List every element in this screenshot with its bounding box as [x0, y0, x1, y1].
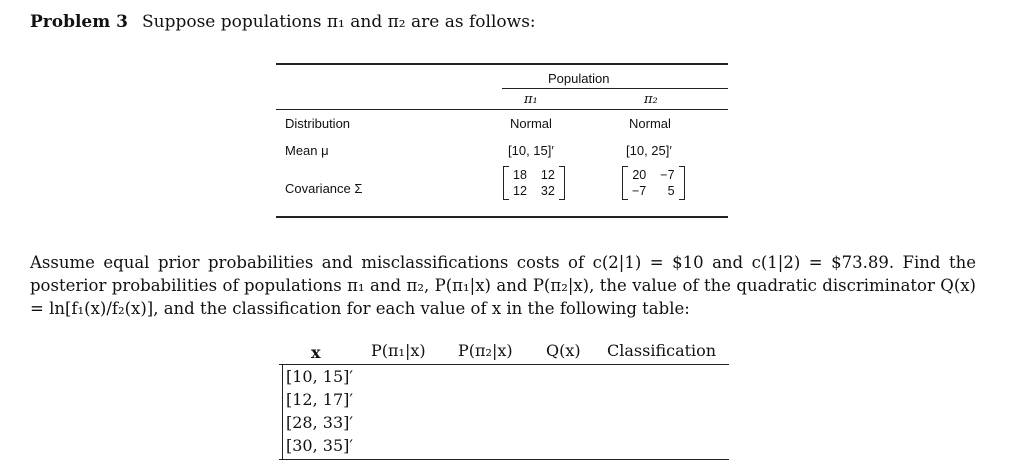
population-group-header: Population [548, 71, 610, 86]
column-header-pi1: π₁ [524, 92, 538, 107]
matrix-right-bracket [679, 166, 685, 200]
row-divider-vertical [282, 364, 283, 460]
row-label-distribution: Distribution [285, 116, 351, 131]
matrix-cell: 5 [667, 184, 675, 198]
matrix-cell: 12 [513, 184, 527, 198]
matrix-cell: −7 [632, 184, 647, 198]
distribution-pi2: Normal [629, 116, 671, 131]
header-classification: Classification [607, 341, 717, 360]
matrix-right-bracket [559, 166, 565, 200]
table-row: [12, 17]′ [286, 390, 354, 409]
table-top-rule [276, 63, 728, 65]
header-x: x [311, 343, 321, 362]
table-bottom-rule [276, 216, 728, 218]
table-row: [28, 33]′ [286, 413, 354, 432]
problem-paragraph: Assume equal prior probabilities and misclassifications costs of c(2|1) = $10 and c(1|2) = $73.89. Find the posterior probabilities of populations π₁ and π₂, P(π₁|x) and P(π₂|x), the value of the quadratic discriminator Q(x) = ln[f₁(x)/f₂(x)], and the classification for each value of x in the following table: [30, 253, 976, 318]
population-group-rule [502, 88, 728, 89]
column-header-pi2: π₂ [644, 92, 658, 107]
matrix-cell: 20 [632, 168, 647, 182]
row-label-covariance: Covariance Σ [285, 181, 363, 196]
table-row: [30, 35]′ [286, 436, 354, 455]
header-bottom-rule [276, 109, 728, 110]
classification-bottom-rule [279, 459, 729, 460]
problem-label: Problem 3 [30, 12, 128, 32]
problem-heading [30, 12, 536, 32]
header-quadratic-discriminator: Q(x) [546, 341, 581, 360]
problem-intro: Suppose populations π₁ and π₂ are as follows: [141, 12, 536, 32]
mean-pi1: [10, 15]′ [508, 143, 554, 158]
header-posterior-pi2: P(π₂|x) [458, 341, 513, 360]
matrix-cell: −7 [660, 168, 675, 182]
mean-pi2: [10, 25]′ [626, 143, 672, 158]
distribution-pi1: Normal [510, 116, 552, 131]
matrix-cell: 18 [513, 168, 527, 182]
matrix-cell: 32 [540, 184, 555, 198]
covariance-matrix-pi1 [503, 166, 565, 200]
covariance-matrix-pi2 [622, 166, 685, 200]
matrix-cell: 12 [540, 168, 555, 182]
table-row: [10, 15]′ [286, 367, 354, 386]
classification-header-rule [279, 364, 729, 365]
header-posterior-pi1: P(π₁|x) [371, 341, 426, 360]
row-label-mean: Mean μ [285, 143, 329, 158]
